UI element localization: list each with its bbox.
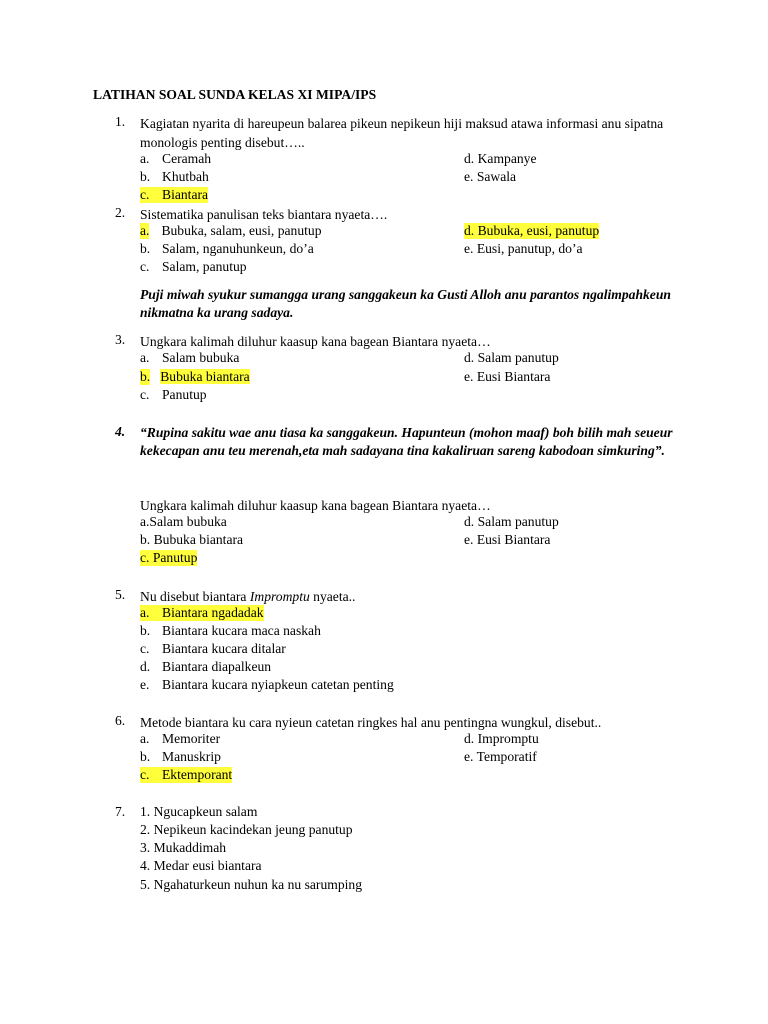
- option-d: d. Biantara diapalkeun: [140, 659, 272, 674]
- option-e: e. Eusi Biantara: [464, 532, 551, 547]
- option-d: d. Salam panutup: [464, 514, 559, 529]
- question-number: 4.: [115, 424, 126, 439]
- option-d: d. Impromptu: [464, 731, 539, 746]
- option-a: a.Salam bubuka: [140, 514, 227, 529]
- option-c-answer: c. Biantara: [140, 187, 209, 202]
- question-text: Ungkara kalimah diluhur kaasup kana bagean Biantara nyaeta…: [140, 498, 491, 513]
- option-b: b. Khutbah: [140, 169, 209, 184]
- option-a-answer: a. Biantara ngadadak: [140, 605, 264, 620]
- option-c: c. Salam, panutup: [140, 259, 247, 274]
- question-text: Metode biantara ku cara nyieun catetan ringkes hal anu pentingna wungkul, disebut..: [140, 715, 602, 730]
- question-number: 7.: [115, 804, 126, 819]
- option-e: e. Biantara kucara nyiapkeun catetan penting: [140, 677, 394, 692]
- option-a: a. Memoriter: [140, 731, 221, 746]
- option-a: a. Bubuka, salam, eusi, panutup: [140, 223, 322, 238]
- list-item: 1. Ngucapkeun salam: [140, 804, 258, 819]
- option-c: c. Panutup: [140, 387, 207, 402]
- quote-passage-4: “Rupina sakitu wae anu tiasa ka sanggakeun. Hapunteun (mohon maaf) boh bilih mah seueur kekecapan anu teu merenah,eta mah sadayana tina kakaliruan sareng kabodoan simkuring”.: [140, 425, 673, 458]
- quote-passage-3: Puji miwah syukur sumangga urang sanggakeun ka Gusti Alloh anu parantos ngalimpahkeun nikmatna ka urang sadaya.: [140, 287, 671, 320]
- option-e: e. Sawala: [464, 169, 517, 184]
- question-text: Ungkara kalimah diluhur kaasup kana bagean Biantara nyaeta…: [140, 334, 491, 349]
- option-e: e. Eusi Biantara: [464, 369, 551, 384]
- option-d-answer: d. Bubuka, eusi, panutup: [464, 223, 600, 238]
- question-text: Kagiatan nyarita di hareupeun balarea pikeun nepikeun hiji maksud atawa informasi anu sipatna monologis penting disebut…..: [140, 116, 664, 150]
- question-number: 6.: [115, 713, 126, 728]
- question-number: 2.: [115, 205, 126, 220]
- list-item: 3. Mukaddimah: [140, 840, 227, 855]
- list-item: 4. Medar eusi biantara: [140, 858, 262, 873]
- option-b: b. Manuskrip: [140, 749, 221, 764]
- option-a: a. Ceramah: [140, 151, 212, 166]
- question-number: 1.: [115, 114, 126, 129]
- option-b: b. Bubuka biantara: [140, 532, 244, 547]
- option-c-answer: c. Panutup: [140, 550, 198, 565]
- question-number: 3.: [115, 332, 126, 347]
- question-text: Nu disebut biantara Impromptu nyaeta..: [140, 589, 356, 604]
- list-item: 2. Nepikeun kacindekan jeung panutup: [140, 822, 353, 837]
- question-number: 5.: [115, 587, 126, 602]
- option-d: d. Salam panutup: [464, 350, 559, 365]
- option-b: b. Bubuka biantara: [140, 369, 250, 384]
- option-a: a. Salam bubuka: [140, 350, 240, 365]
- option-e: e. Temporatif: [464, 749, 537, 764]
- option-c-answer: c. Ektemporant: [140, 767, 233, 782]
- option-e: e. Eusi, panutup, do’a: [464, 241, 583, 256]
- list-item: 5. Ngahaturkeun nuhun ka nu sarumping: [140, 877, 362, 892]
- option-b: b. Biantara kucara maca naskah: [140, 623, 321, 638]
- question-text: Sistematika panulisan teks biantara nyaeta….: [140, 207, 388, 222]
- page-title: LATIHAN SOAL SUNDA KELAS XI MIPA/IPS: [93, 87, 377, 102]
- option-b: b. Salam, nganuhunkeun, do’a: [140, 241, 314, 256]
- option-d: d. Kampanye: [464, 151, 537, 166]
- option-c: c. Biantara kucara ditalar: [140, 641, 286, 656]
